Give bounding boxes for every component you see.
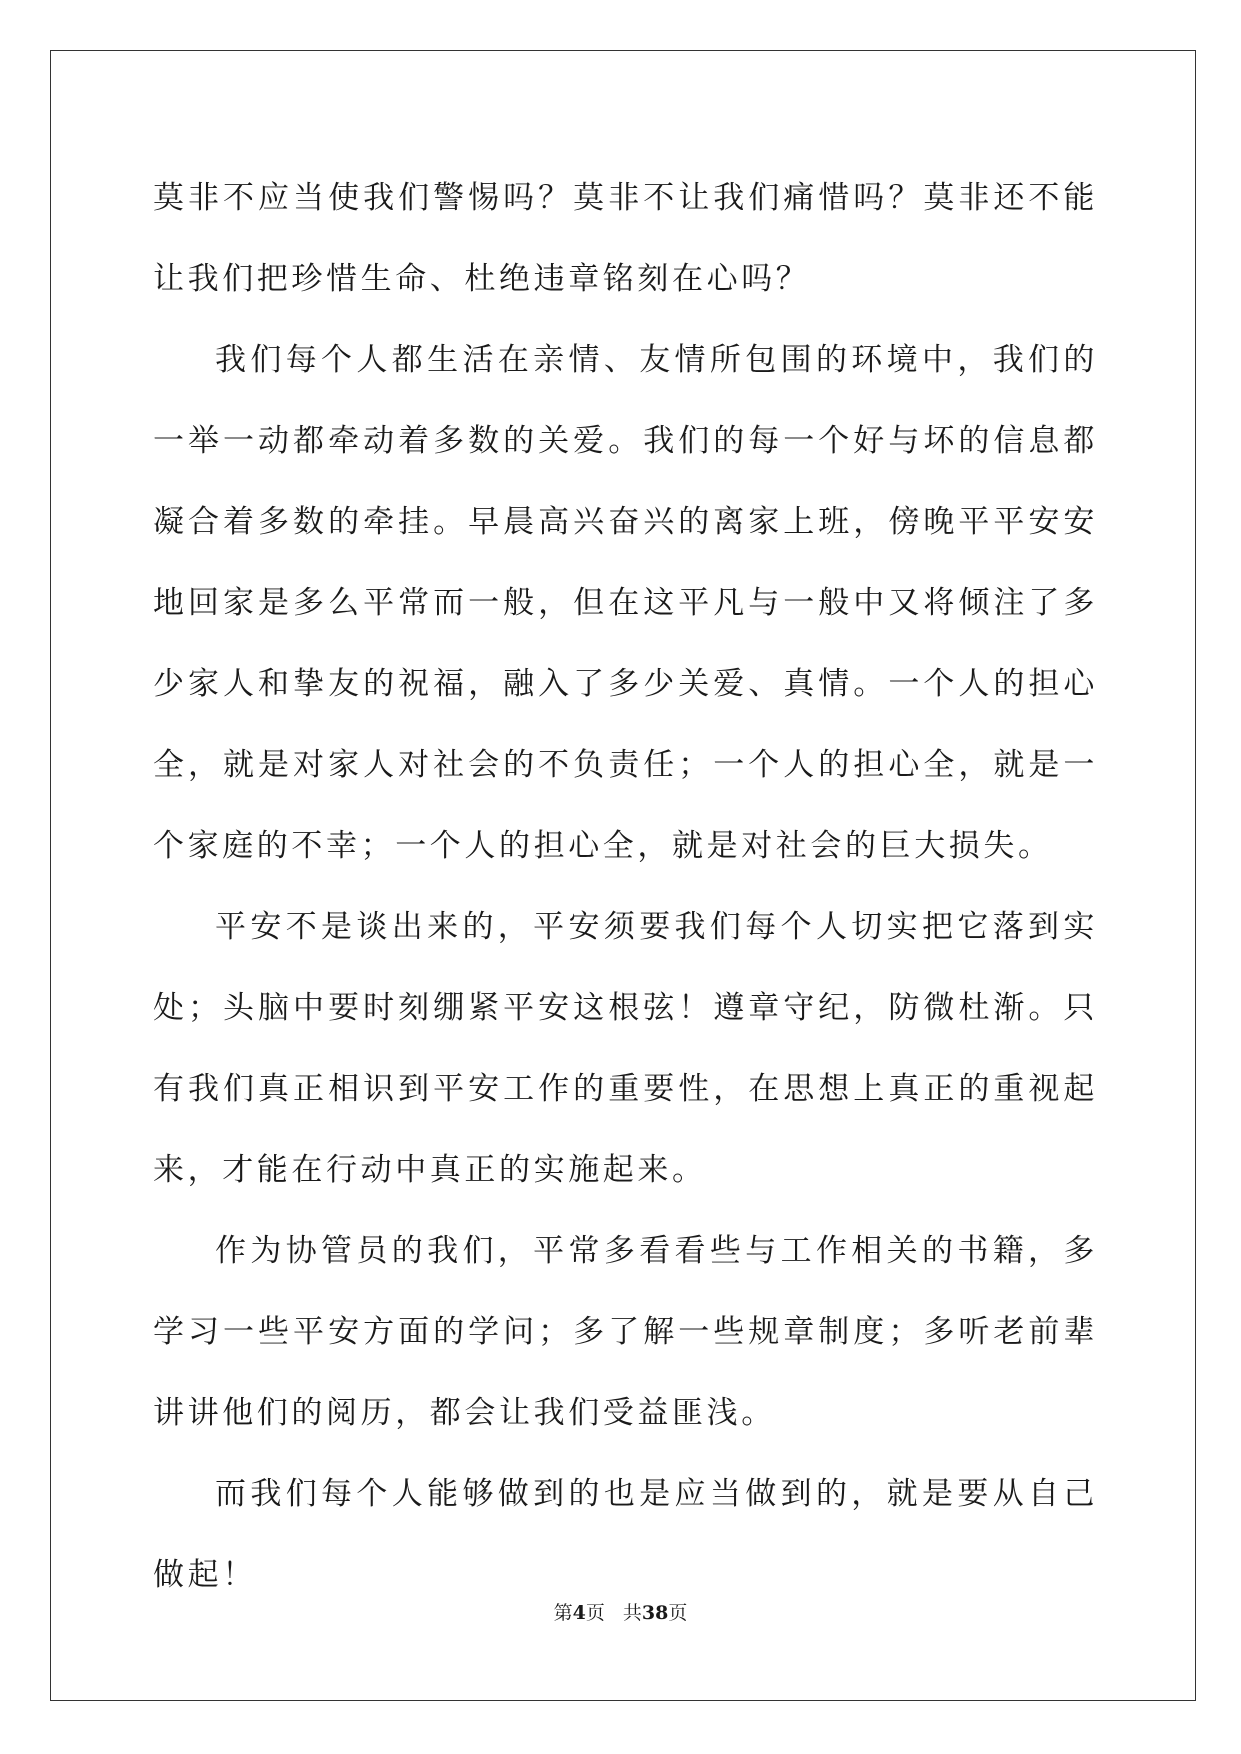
- paragraph-5: 而我们每个人能够做到的也是应当做到的，就是要从自己做起！: [153, 1476, 1098, 1593]
- paragraph-3: 平安不是谈出来的，平安须要我们每个人切实把它落到实处；头脑中要时刻绷紧平安这根弦！遵章守纪，防微杜渐。只有我们真正相识到平安工作的重要性，在思想上真正的重视起来，才能在行动中真正的实施起来。: [153, 909, 1098, 1188]
- paragraph-2: 我们每个人都生活在亲情、友情所包围的环境中，我们的一举一动都牵动着多数的关爱。我们的每一个好与坏的信息都凝合着多数的牵挂。早晨高兴奋兴的离家上班，傍晚平平安安地回家是多么平常而一般，但在这平凡与一般中又将倾注了多少家人和挚友的祝福，融入了多少关爱、真情。一个人的担心全，就是对家人对社会的不负责任；一个人的担心全，就是一个家庭的不幸；一个人的担心全，就是对社会的巨大损失。: [153, 342, 1098, 864]
- footer-page-suffix: 页: [585, 1602, 605, 1624]
- footer-total-prefix: 共: [622, 1602, 642, 1624]
- page-footer: [0, 1598, 1241, 1625]
- footer-total-pages: 38: [641, 1602, 669, 1624]
- footer-page-prefix: 第: [553, 1602, 573, 1624]
- paragraph-4: 作为协管员的我们，平常多看看些与工作相关的书籍，多学习一些平安方面的学问；多了解一些规章制度；多听老前辈讲讲他们的阅历，都会让我们受益匪浅。: [153, 1233, 1098, 1431]
- document-body: [153, 158, 1098, 1616]
- footer-page-number: 4: [572, 1602, 586, 1624]
- footer-total-suffix: 页: [668, 1602, 688, 1624]
- paragraph-1: 莫非不应当使我们警惕吗？莫非不让我们痛惜吗？莫非还不能让我们把珍惜生命、杜绝违章铭刻在心吗？: [153, 180, 1098, 297]
